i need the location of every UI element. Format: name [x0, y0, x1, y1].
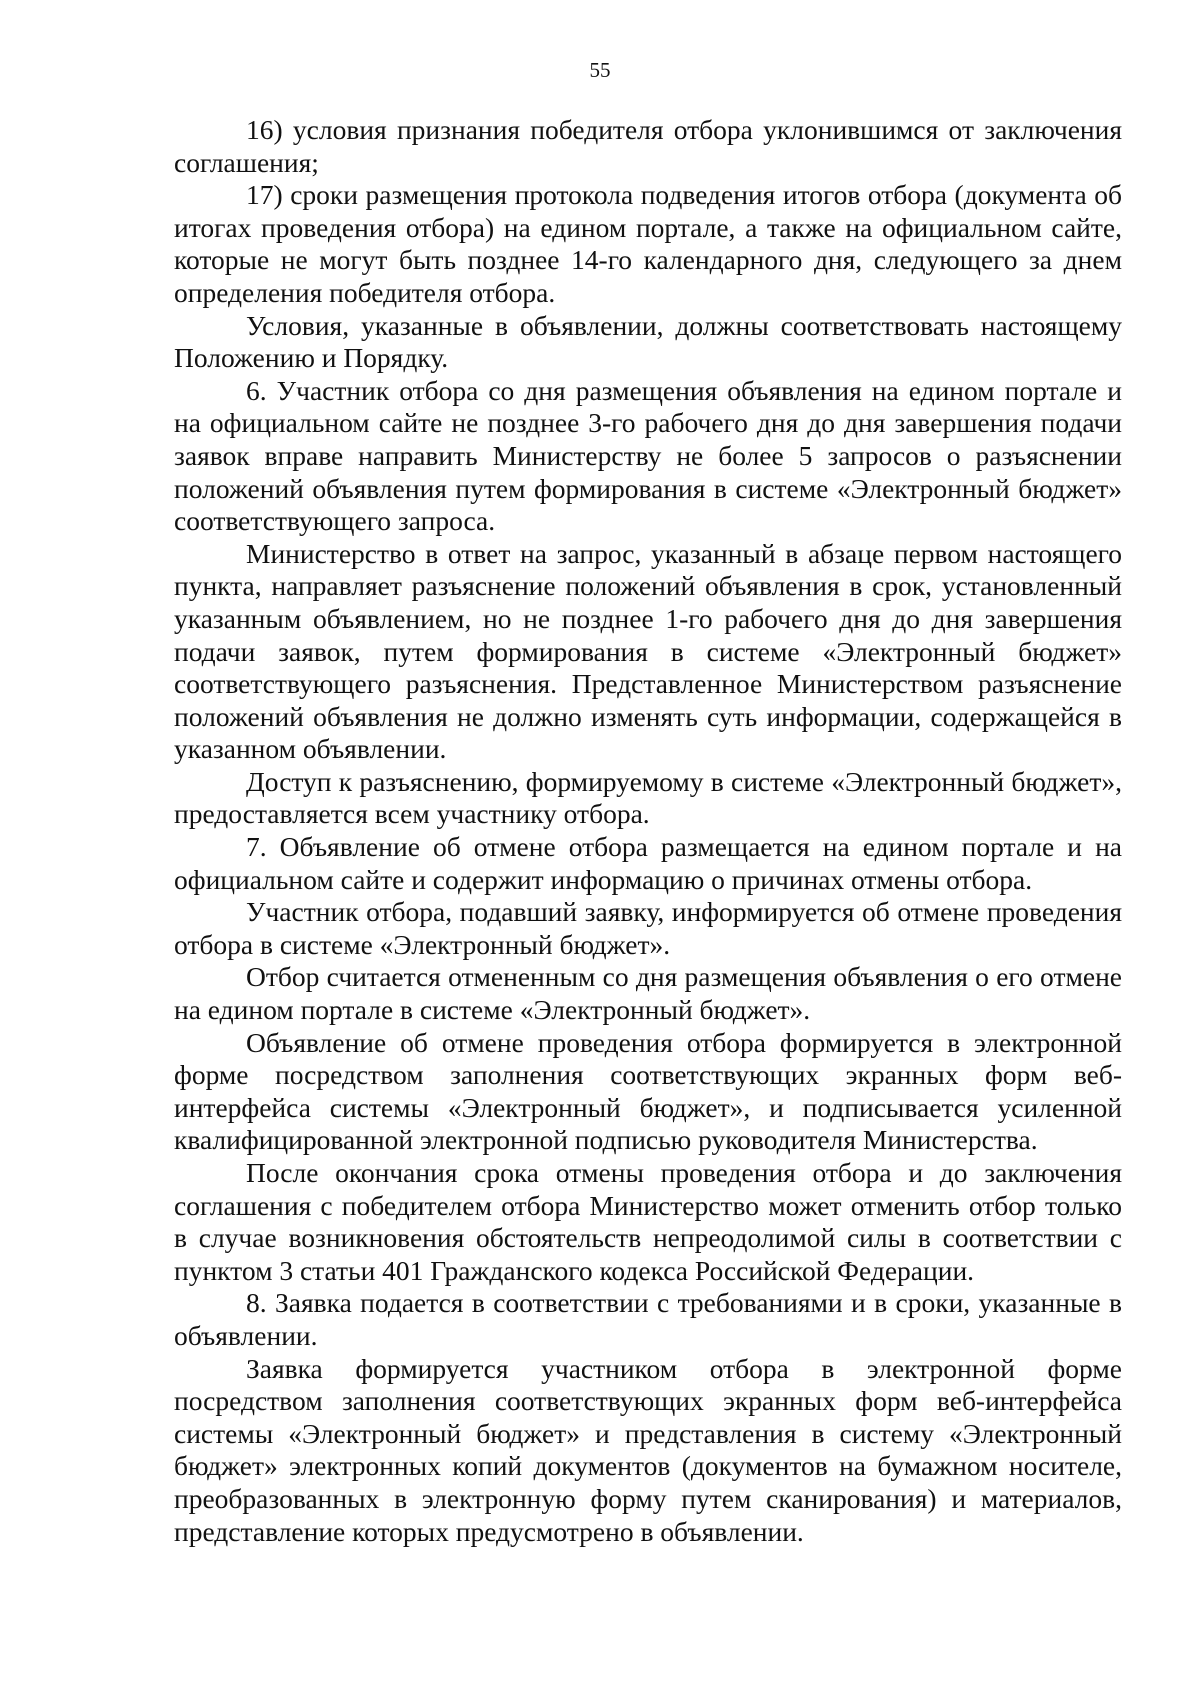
- paragraph-access-clarification: Доступ к разъяснению, формируемому в системе «Электронный бюджет», предоставляется всем участнику отбора.: [174, 765, 1122, 830]
- page-number: 55: [589, 58, 611, 82]
- paragraph-force-majeure: После окончания срока отмены проведения отбора и до заключения соглашения с победителем отбора Министерство может отменить отбор только в случае возникновения обстоятельств непреодолимой силы в соответствии с пунктом 3 статьи 401 Гражданского кодекса Российской Федерации.: [174, 1157, 1122, 1286]
- paragraph-item-16: 16) условия признания победителя отбора уклонившимся от заключения соглашения;: [174, 114, 1122, 178]
- paragraph-clause-8: 8. Заявка подается в соответствии с требованиями и в сроки, указанные в объявлении.: [174, 1287, 1122, 1351]
- paragraph-item-17: 17) сроки размещения протокола подведения итогов отбора (документа об итогах проведения отбора) на едином портале, а также на официальном сайте, которые не могут быть позднее 14-го календарного дня, следующего за днем определения победителя отбора.: [174, 179, 1122, 308]
- paragraph-conditions: Условия, указанные в объявлении, должны соответствовать настоящему Положению и Порядку.: [174, 309, 1122, 374]
- paragraph-ministry-response: Министерство в ответ на запрос, указанный в абзаце первом настоящего пункта, направляет разъяснение положений объявления в срок, установленный указанным объявлением, но не позднее 1-го рабочего дня до дня завершения подачи заявок, путем формирования в системе «Электронный бюджет» соответствующего разъяснения. Представленное Министерством разъяснение положений объявления не должно изменять суть информации, содержащейся в указанном объявлении.: [174, 537, 1122, 765]
- paragraph-clause-6: 6. Участник отбора со дня размещения объявления на едином портале и на официальном сайте не позднее 3-го рабочего дня до дня завершения подачи заявок вправе направить Министерству не более 5 запросов о разъяснении положений объявления путем формирования в системе «Электронный бюджет» соответствующего запроса.: [174, 374, 1122, 537]
- document-body: [174, 114, 1122, 1548]
- paragraph-participant-notified: Участник отбора, подавший заявку, информируется об отмене проведения отбора в системе «Электронный бюджет».: [174, 896, 1122, 960]
- paragraph-selection-cancelled: Отбор считается отмененным со дня размещения объявления о его отмене на едином портале в системе «Электронный бюджет».: [174, 961, 1122, 1026]
- paragraph-clause-7: 7. Объявление об отмене отбора размещается на едином портале и на официальном сайте и содержит информацию о причинах отмены отбора.: [174, 831, 1122, 895]
- paragraph-cancellation-form: Объявление об отмене проведения отбора формируется в электронной форме посредством заполнения соответствующих экранных форм веб-интерфейса системы «Электронный бюджет», и подписывается усиленной квалифицированной электронной подписью руководителя Министерства.: [174, 1026, 1122, 1156]
- paragraph-application-formed: Заявка формируется участником отбора в электронной форме посредством заполнения соответствующих экранных форм веб-интерфейса системы «Электронный бюджет» и представления в систему «Электронный бюджет» электронных копий документов (документов на бумажном носителе, преобразованных в электронную форму путем сканирования) и материалов, представление которых предусмотрено в объявлении.: [174, 1352, 1122, 1547]
